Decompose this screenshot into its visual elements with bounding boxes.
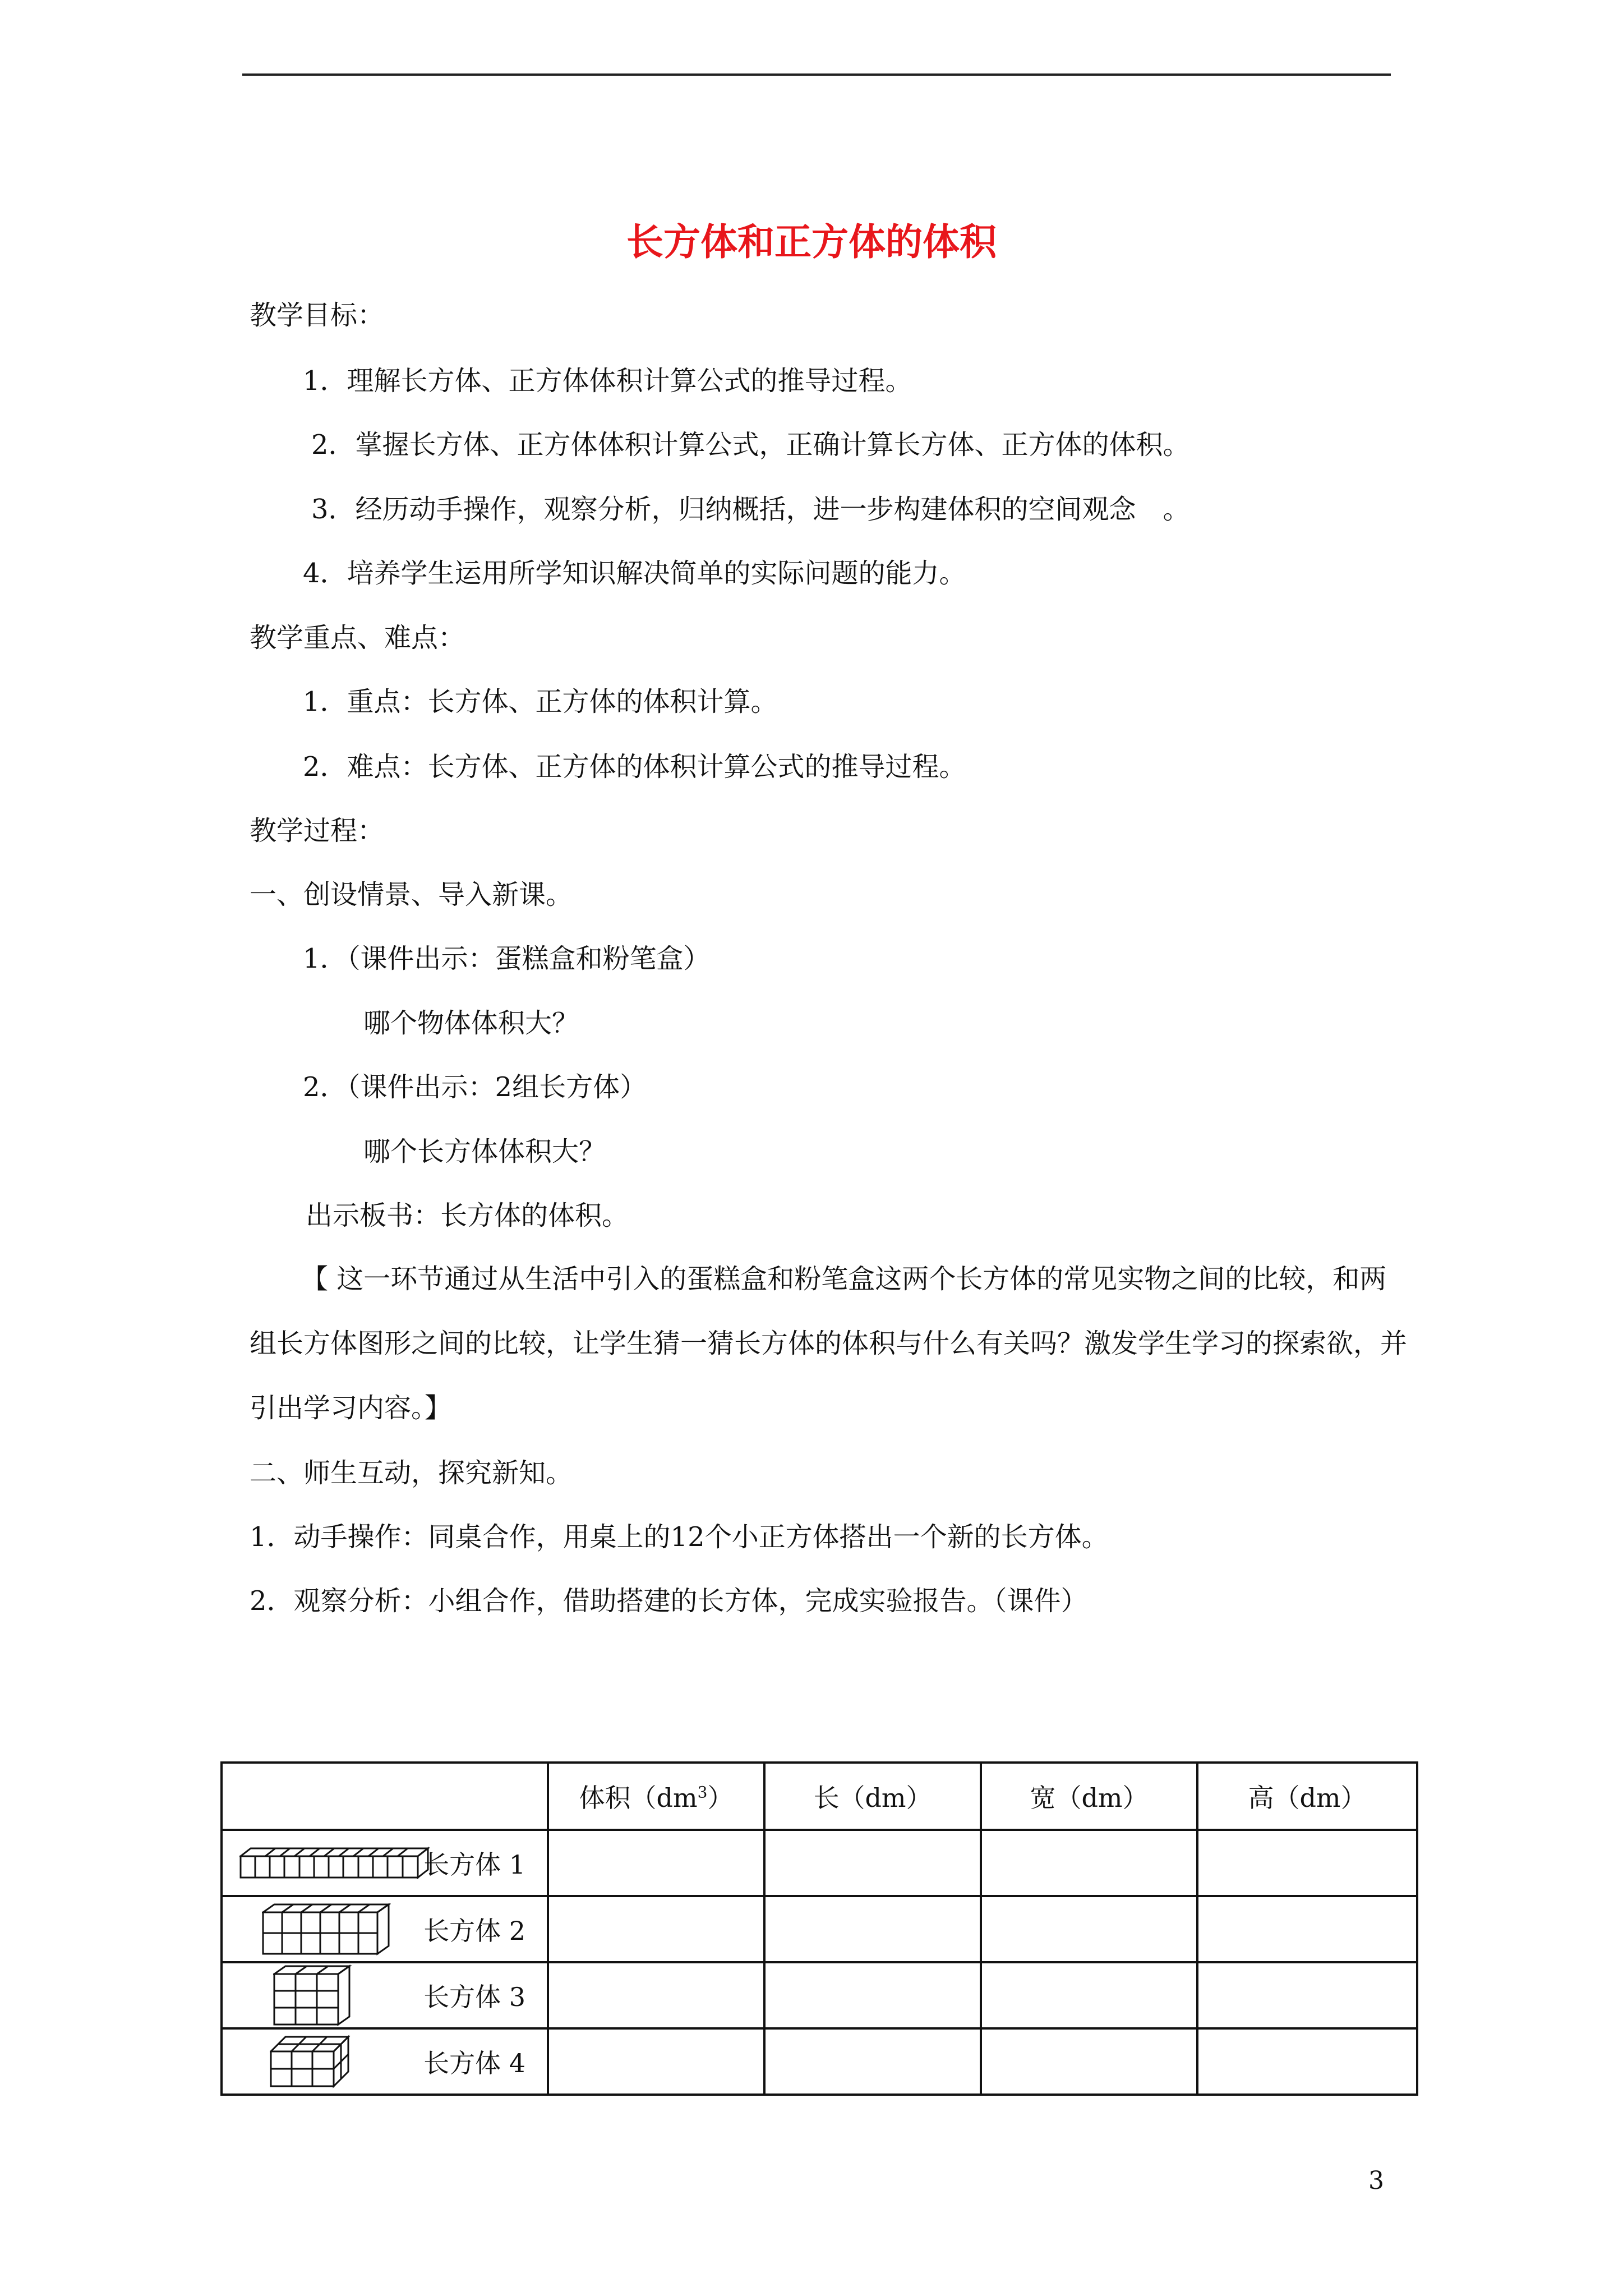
- table-cell: [1197, 1896, 1417, 1962]
- row-label-cell: [222, 2028, 548, 2095]
- table-cell: [548, 1830, 764, 1896]
- table-cell: [1197, 1830, 1417, 1896]
- table-row: [222, 1962, 1417, 2028]
- row-label: 长方体 2: [423, 1916, 525, 1946]
- section2-item-1: 1．动手操作：同桌合作，用桌上的12个小正方体搭出一个新的长方体。: [250, 1521, 1109, 1553]
- table-row: [222, 2028, 1417, 2095]
- table-cell: [764, 1830, 981, 1896]
- row-label: 长方体 1: [423, 1849, 525, 1880]
- table-header-row: [222, 1763, 1417, 1830]
- process-heading: 教学过程：: [250, 815, 385, 846]
- table-cell: [548, 1962, 764, 2028]
- experiment-report-table: [220, 1761, 1418, 2096]
- header-cell-width: 宽（dm）: [981, 1763, 1197, 1830]
- row-label: 长方体 3: [423, 1982, 525, 2012]
- table-cell: [548, 2028, 764, 2095]
- objective-item-4: 4．培养学生运用所学知识解决简单的实际问题的能力。: [303, 558, 966, 589]
- header-cell-volume: 体积$(dm^3)$: [548, 1763, 764, 1830]
- objectives-heading: 教学目标：: [250, 300, 385, 331]
- row-label-cell: [222, 1896, 548, 1962]
- header-rule: [242, 73, 1391, 76]
- cuboid-1x12-icon: [239, 1846, 430, 1880]
- section2-heading: 二、师生互动，探究新知。: [250, 1457, 573, 1489]
- header-cell-length: 长（dm）: [764, 1763, 981, 1830]
- section1-question-1: 哪个物体体积大？: [363, 1007, 579, 1039]
- objective-item-2: 2．掌握长方体、正方体体积计算公式，正确计算长方体、正方体的体积。: [311, 429, 1190, 461]
- cuboid-2x6-icon: [262, 1902, 391, 1956]
- header-cell-height: 高（dm）: [1197, 1763, 1417, 1830]
- header-cell-blank: [222, 1763, 548, 1830]
- key-point-item-2: 2．难点：长方体、正方体的体积计算公式的推导过程。: [303, 751, 966, 783]
- cuboid-3x4-icon: [273, 1964, 352, 2027]
- table-cell: [1197, 1962, 1417, 2028]
- page-number: 3: [1368, 2166, 1384, 2195]
- row-label-cell: [222, 1962, 548, 2028]
- section1-item-1: 1．（课件出示：蛋糕盒和粉笔盒）: [303, 943, 711, 974]
- table-row: [222, 1896, 1417, 1962]
- document-title: 长方体和正方体的体积: [626, 220, 997, 264]
- table-cell: [548, 1896, 764, 1962]
- table-cell: [981, 1896, 1197, 1962]
- teaching-note: 【 这一环节通过从生活中引入的蛋糕盒和粉笔盒这两个长方体的常见实物之间的比较，和两组长方体图形之间的比较，让学生猜一猜长方体的体积与什么有关吗？激发学生学习的探索欲，并引出学习内容。】: [250, 1263, 1408, 1424]
- key-points-heading: 教学重点、难点：: [250, 622, 465, 654]
- row-label-cell: [222, 1830, 548, 1896]
- row-label: 长方体 4: [423, 2048, 525, 2078]
- key-point-item-1: 1．重点：长方体、正方体的体积计算。: [303, 686, 778, 717]
- board-writing: 出示板书：长方体的体积。: [306, 1200, 629, 1231]
- table-cell: [981, 1830, 1197, 1896]
- table-cell: [764, 1962, 981, 2028]
- objective-item-1: 1．理解长方体、正方体体积计算公式的推导过程。: [303, 365, 912, 397]
- section2-item-2: 2．观察分析：小组合作，借助搭建的长方体，完成实验报告。（课件）: [250, 1585, 1088, 1617]
- table-cell: [981, 2028, 1197, 2095]
- objective-item-3: 3．经历动手操作，观察分析，归纳概括，进一步构建体积的空间观念 。: [311, 494, 1190, 525]
- cuboid-2x2x3-icon: [270, 2035, 351, 2088]
- table-row: [222, 1830, 1417, 1896]
- table-cell: [764, 1896, 981, 1962]
- section1-question-2: 哪个长方体体积大？: [363, 1136, 606, 1167]
- table-cell: [1197, 2028, 1417, 2095]
- section1-item-2: 2．（课件出示：2组长方体）: [303, 1071, 647, 1103]
- table-cell: [764, 2028, 981, 2095]
- table-cell: [981, 1962, 1197, 2028]
- section1-heading: 一、创设情景、导入新课。: [250, 879, 573, 910]
